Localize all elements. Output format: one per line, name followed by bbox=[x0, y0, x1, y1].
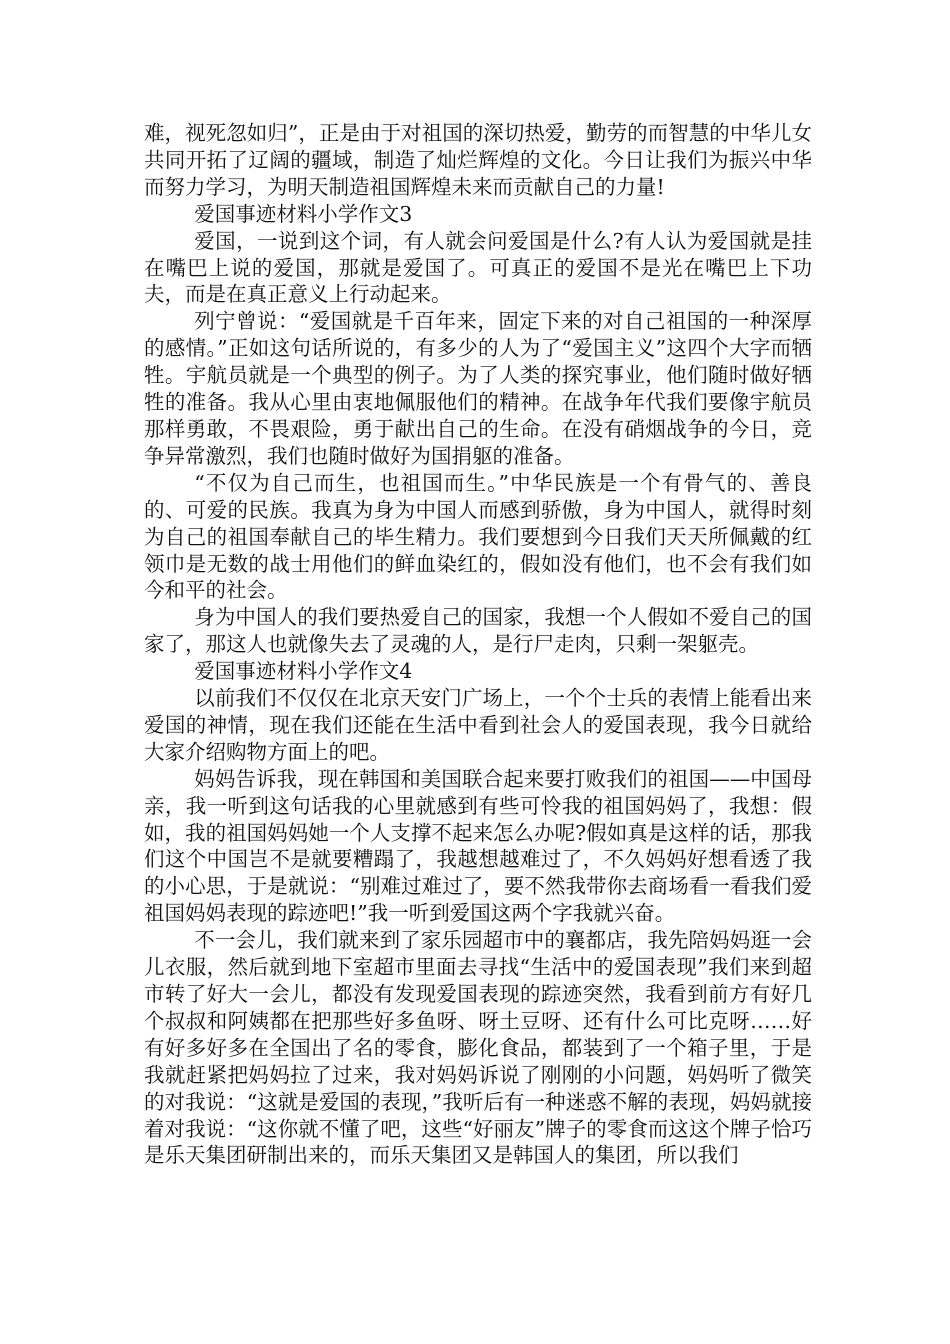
paragraph-6: 以前我们不仅仅在北京天安门广场上，一个个士兵的表情上能看出来爱国的神情，现在我们还能在生活中看到社会人的爱国表现，我今日就给大家介绍购物方面上的吧。 bbox=[144, 686, 812, 764]
paragraph-8: 不一会儿，我们就来到了家乐园超市中的襄都店，我先陪妈妈逛一会儿衣服，然后就到地下室超市里面去寻找“生活中的爱国表现”我们来到超市转了好大一会儿，都没有发现爱国表现的踪迹突然，我看到前方有好几个叔叔和阿姨都在把那些好多鱼呀、呀土豆呀、还有什么可比克呀……好有好多好多在全国出了名的零食，膨化食品，都装到了一个箱子里，于是我就赶紧把妈妈拉了过来，我对妈妈诉说了刚刚的小问题，妈妈听了微笑的对我说：“这就是爱国的表现，”我听后有一种迷惑不解的表现，妈妈就接着对我说：“这你就不懂了吧，这些“好丽友”牌子的零食而这这个牌子恰巧是乐天集团研制出来的，而乐天集团又是韩国人的集团，所以我们 bbox=[144, 928, 812, 1168]
paragraph-5: 身为中国人的我们要热爱自己的国家，我想一个人假如不爱自己的国家了，那这人也就像失去了灵魂的人，是行尸走肉，只剩一架躯壳。 bbox=[144, 605, 812, 657]
paragraph-4: “不仅为自己而生，也祖国而生。”中华民族是一个有骨气的、善良的、可爱的民族。我真为身为中国人而感到骄傲，身为中国人，就得时刻为自己的祖国奉献自己的毕生精力。我们要想到今日我们天天所佩戴的红领巾是无数的战士用他们的鲜血染红的，假如没有他们，也不会有我们如今和平的社会。 bbox=[144, 470, 812, 603]
paragraph-7: 妈妈告诉我，现在韩国和美国联合起来要打败我们的祖国——中国母亲，我一听到这句话我的心里就感到有些可怜我的祖国妈妈了，我想：假如，我的祖国妈妈她一个人支撑不起来怎么办呢?假如真是这样的话，那我们这个中国岂不是就要糟蹋了，我越想越难过了，不久妈妈好想看透了我的小心思，于是就说：“别难过难过了，要不然我带你去商场看一看我们爱祖国妈妈表现的踪迹吧!”我一听到爱国这两个字我就兴奋。 bbox=[144, 766, 812, 926]
paragraph-3: 列宁曾说：“爱国就是千百年来，固定下来的对自己祖国的一种深厚的感情。”正如这句话所说的，有多少的人为了“爱国主义”这四个大字而牺牲。宇航员就是一个典型的例子。为了人类的探究事业，他们随时做好牺牲的准备。我从心里由衷地佩服他们的精神。在战争年代我们要像宇航员那样勇敢，不畏艰险，勇于献出自己的生命。在没有硝烟战争的今日，竞争异常激烈，我们也随时做好为国捐躯的准备。 bbox=[144, 309, 812, 468]
document-page bbox=[144, 120, 812, 1169]
paragraph-2: 爱国，一说到这个词，有人就会问爱国是什么?有人认为爱国就是挂在嘴巴上说的爱国，那就是爱国了。可真正的爱国不是光在嘴巴上下功夫，而是在真正意义上行动起来。 bbox=[144, 228, 812, 307]
paragraph-1: 难，视死忽如归”，正是由于对祖国的深切热爱，勤劳的而智慧的中华儿女共同开拓了辽阔的疆域，制造了灿烂辉煌的文化。今日让我们为振兴中华而努力学习，为明天制造祖国辉煌未来而贡献自己的力量! bbox=[144, 121, 812, 199]
section-heading-4: 爱国事迹材料小学作文4 bbox=[194, 659, 413, 684]
section-heading-3: 爱国事迹材料小学作文3 bbox=[194, 201, 413, 226]
